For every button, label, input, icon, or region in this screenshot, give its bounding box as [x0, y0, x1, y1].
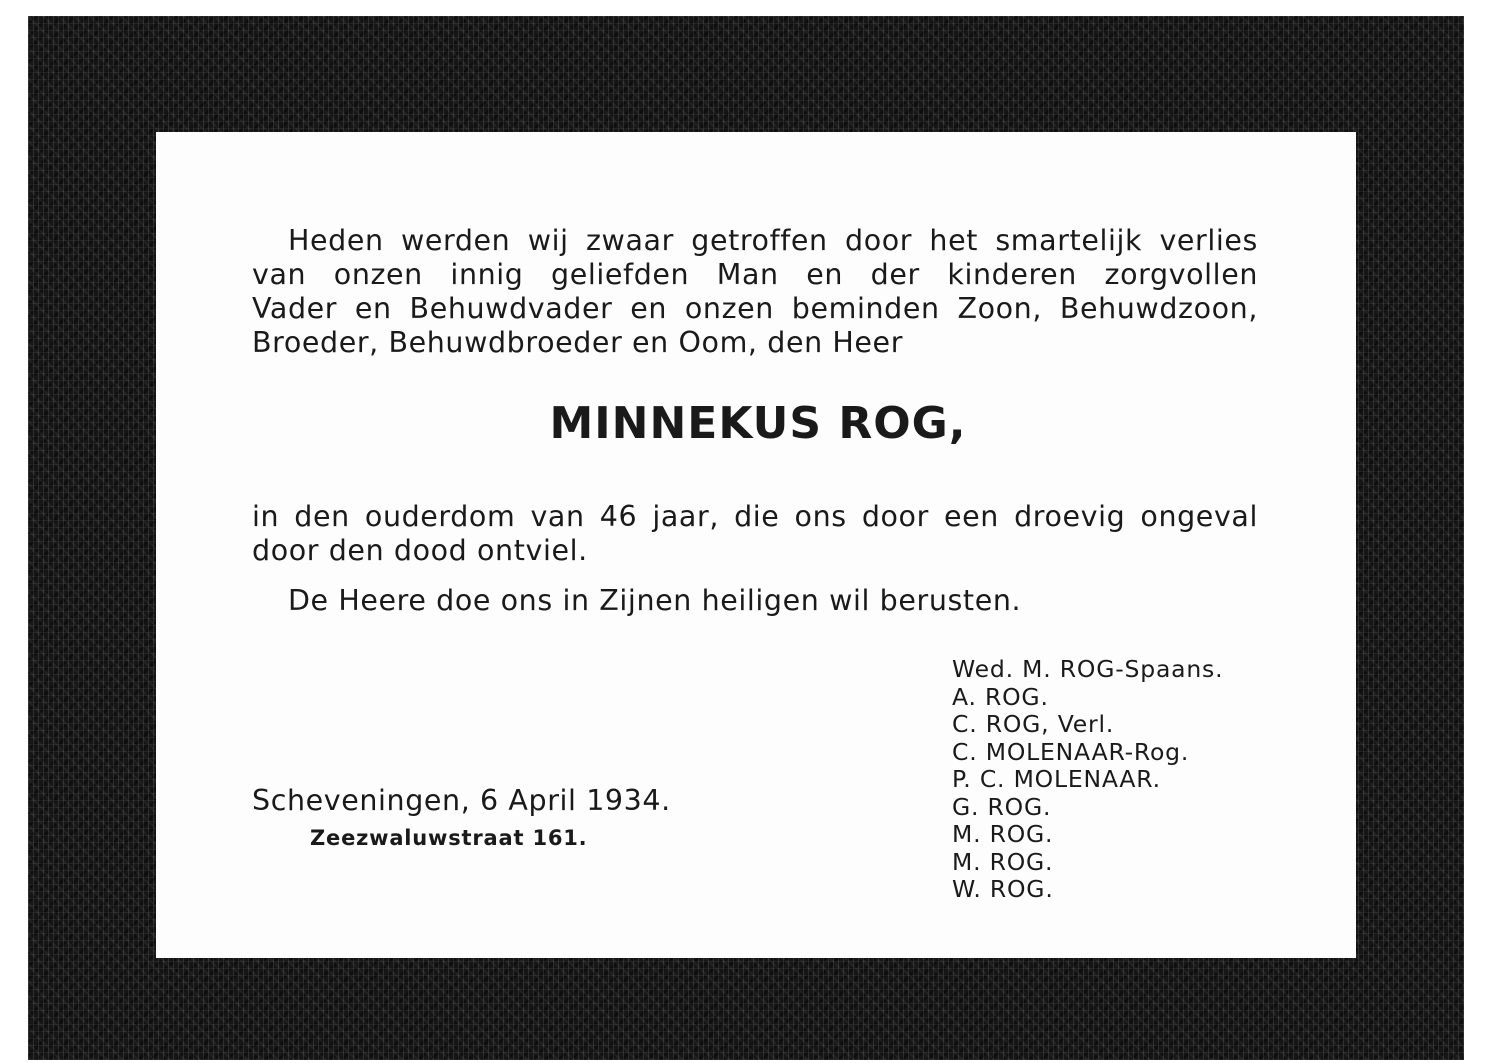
age-paragraph [252, 500, 1258, 568]
age-line: in den ouderdom van 46 jaar, die ons door een droevig ongeval [252, 500, 1258, 533]
intro-line: Broeder, Behuwdbroeder en Oom, den Heer [252, 326, 904, 359]
deceased-name: MINNEKUS ROG, [549, 398, 967, 449]
signatory: P. C. MOLENAAR. [952, 765, 1161, 793]
intro-line: van onzen innig geliefden Man en der kinderen zorgvollen [252, 258, 1258, 291]
age-line: door den dood ontviel. [252, 534, 588, 567]
signatory: A. ROG. [952, 682, 1049, 711]
signatories-list [952, 656, 1223, 904]
place-date: Scheveningen, 6 April 1934. [252, 784, 671, 817]
signatory: M. ROG. [952, 820, 1054, 848]
signatory: C. ROG, Verl. [952, 710, 1115, 738]
signatory: Wed. M. ROG-Spaans. [952, 655, 1224, 683]
signatory: M. ROG. [952, 847, 1054, 876]
signatory: C. MOLENAAR-Rog. [952, 737, 1190, 766]
intro-line: Heden werden wij zwaar getroffen door het smartelijk verlies [288, 224, 1258, 257]
intro-line: Vader en Behuwdvader en onzen beminden Zoon, Behuwdzoon, [252, 292, 1258, 325]
blessing-text: De Heere doe ons in Zijnen heiligen wil berusten. [288, 584, 1022, 617]
signatory: G. ROG. [952, 792, 1052, 821]
intro-paragraph [252, 224, 1258, 360]
signatory: W. ROG. [952, 875, 1054, 903]
address: Zeezwaluwstraat 161. [310, 826, 588, 850]
